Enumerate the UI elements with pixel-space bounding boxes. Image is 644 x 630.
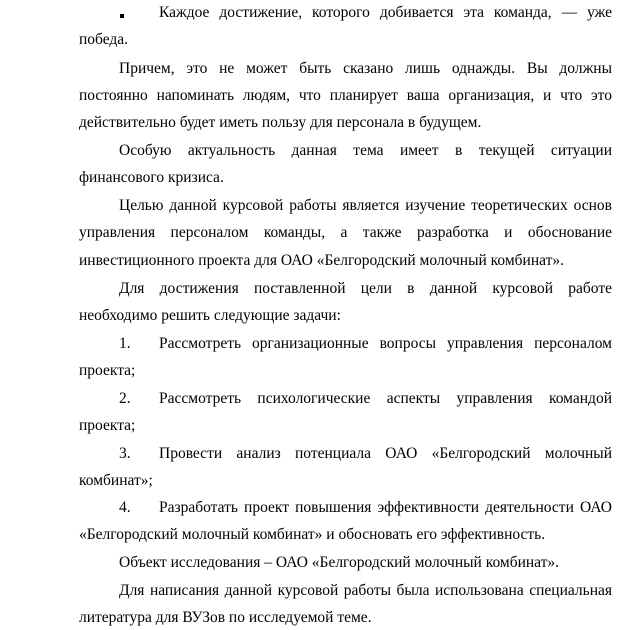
list-number: 3.: [119, 445, 131, 462]
list-item-text: комбинат»;: [79, 472, 153, 489]
list-number: 2.: [119, 390, 131, 407]
list-item-text: «Белгородский молочный комбинат» и обосновать его эффективность.: [79, 526, 546, 543]
paragraph-line: Объект исследования – ОАО «Белгородский молочный комбинат».: [119, 554, 560, 571]
bullet-marker: [120, 14, 124, 18]
paragraph-line: постоянно напоминать людям, что планирует ваша организация, и что это: [79, 87, 612, 104]
paragraph-line: Причем, это не может быть сказано лишь однажды. Вы должны: [119, 60, 612, 77]
paragraph-line: Целью данной курсовой работы является изучение теоретических основ: [119, 197, 612, 214]
paragraph-line: Для достижения поставленной цели в данной курсовой работе: [119, 280, 612, 297]
paragraph-line: литература для ВУЗов по исследуемой теме.: [79, 609, 372, 626]
bullet-item-text: Каждое достижение, которого добивается эта команда, — уже: [159, 4, 612, 21]
list-item-text: проекта;: [79, 362, 136, 379]
paragraph-line: инвестиционного проекта для ОАО «Белгородский молочный комбинат».: [79, 252, 565, 269]
list-item-text: проекта;: [79, 417, 136, 434]
paragraph-line: финансового кризиса.: [79, 169, 224, 186]
list-number: 4.: [119, 499, 131, 516]
paragraph-line: управления персоналом команды, а также разработка и обоснование: [79, 224, 612, 241]
list-item-text: Рассмотреть психологические аспекты управления командой: [159, 390, 612, 407]
list-number: 1.: [119, 335, 131, 352]
paragraph-line: победа.: [79, 31, 129, 48]
paragraph-line: действительно будет иметь пользу для персонала в будущем.: [79, 114, 482, 131]
paragraph-line: необходимо решить следующие задачи:: [79, 307, 341, 324]
paragraph-line: Особую актуальность данная тема имеет в текущей ситуации: [119, 142, 612, 159]
list-item-text: Провести анализ потенциала ОАО «Белгородский молочный: [159, 445, 612, 462]
paragraph-line: Для написания данной курсовой работы была использована специальная: [119, 582, 612, 599]
list-item-text: Разработать проект повышения эффективности деятельности ОАО: [159, 499, 612, 516]
list-item-text: Рассмотреть организационные вопросы управления персоналом: [159, 335, 612, 352]
